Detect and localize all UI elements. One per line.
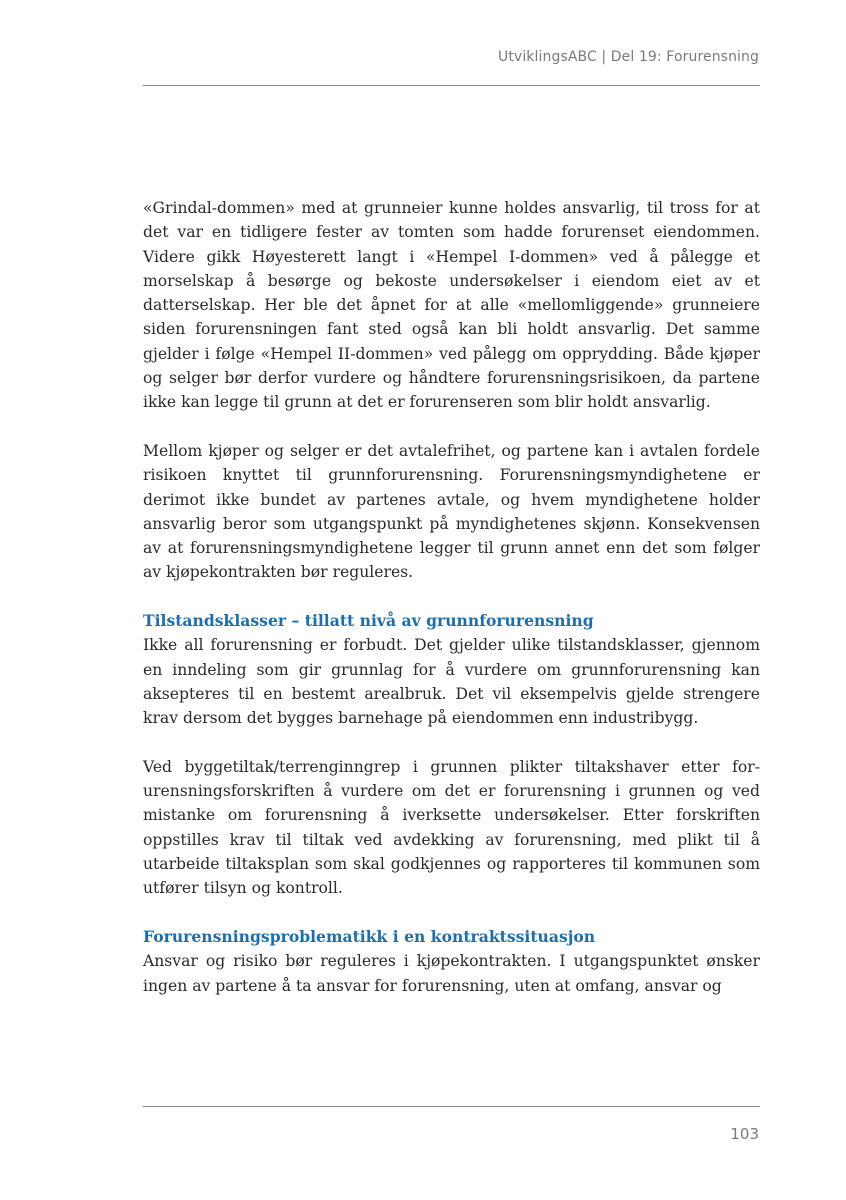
body-paragraph: Ansvar og risiko bør reguleres i kjøpekontrakten. I utgangspunktet ønsker ingen av partene å ta ansvar for forurensning, uten at omfang, ansvar og (143, 952, 760, 995)
header-rule (143, 85, 760, 86)
body-paragraph: Mellom kjøper og selger er det avtalefrihet, og partene kan i avtalen fordele risikoen knyttet til grunnforurensning. Forurensningsmyndighetene er derimot ikke bundet av partenes avtale, og hvem myndighetene holder ansvarlig beror som utgangspunkt på myndighetenes skjønn. Konsekvensen av at forurensningsmyndighetene legger til grunn annet enn det som følger av kjøpekontrakten bør reguleres. (143, 441, 760, 582)
body-paragraph: Ved byggetiltak/terrenginngrep i grunnen plikter tiltakshaver etter forurensningsforskriften å vurdere om det er forurensning i grunnen og ved mistanke om forurensning å iverksette undersøkelser. Etter forskriften oppstilles krav til tiltak ved avdekking av forurensning, med plikt til å utarbeide tiltaksplan som skal godkjennes og rapporteres til kommunen som utfører tilsyn og kontroll. (143, 757, 760, 898)
section-heading: Tilstandsklasser – tillatt nivå av grunnforurensning (143, 611, 594, 631)
footer-rule (143, 1106, 760, 1107)
running-header: UtviklingsABC | Del 19: Forurensning (498, 49, 759, 65)
section-heading: Forurensningsproblematikk i en kontraktssituasjon (143, 926, 596, 946)
main-text (143, 196, 760, 998)
body-paragraph: «Grindal-dommen» med at grunneier kunne holdes ansvarlig, til tross for at det var en tidligere fester av tomten som hadde forurenset eiendommen. Videre gikk Høyesterett langt i «Hempel I-dommen» ved å pålegge et morselskap å besørge og bekoste undersøkelser i eiendom eiet av et datterselskap. Her ble det åpnet for at alle «mellomliggende» grunneiere siden forurensningen fant sted også kan bli holdt ansvarlig. Det samme gjelder i følge «Hempel II-dommen» ved pålegg om opprydding. Både kjøper og selger bør derfor vurdere og håndtere forurensningsrisikoen, da partene ikke kan legge til grunn at det er forurenseren som blir holdt ansvarlig. (143, 199, 760, 412)
page-number: 103 (730, 1125, 759, 1143)
body-paragraph: Ikke all forurensning er forbudt. Det gjelder ulike tilstandsklasser, gjennom en inndeling som gir grunnlag for å vurdere om grunnforurensning kan aksepteres til en bestemt arealbruk. Det vil eksempelvis gjelde strengere krav dersom det bygges barnehage på eiendommen enn industribygg. (143, 636, 760, 728)
